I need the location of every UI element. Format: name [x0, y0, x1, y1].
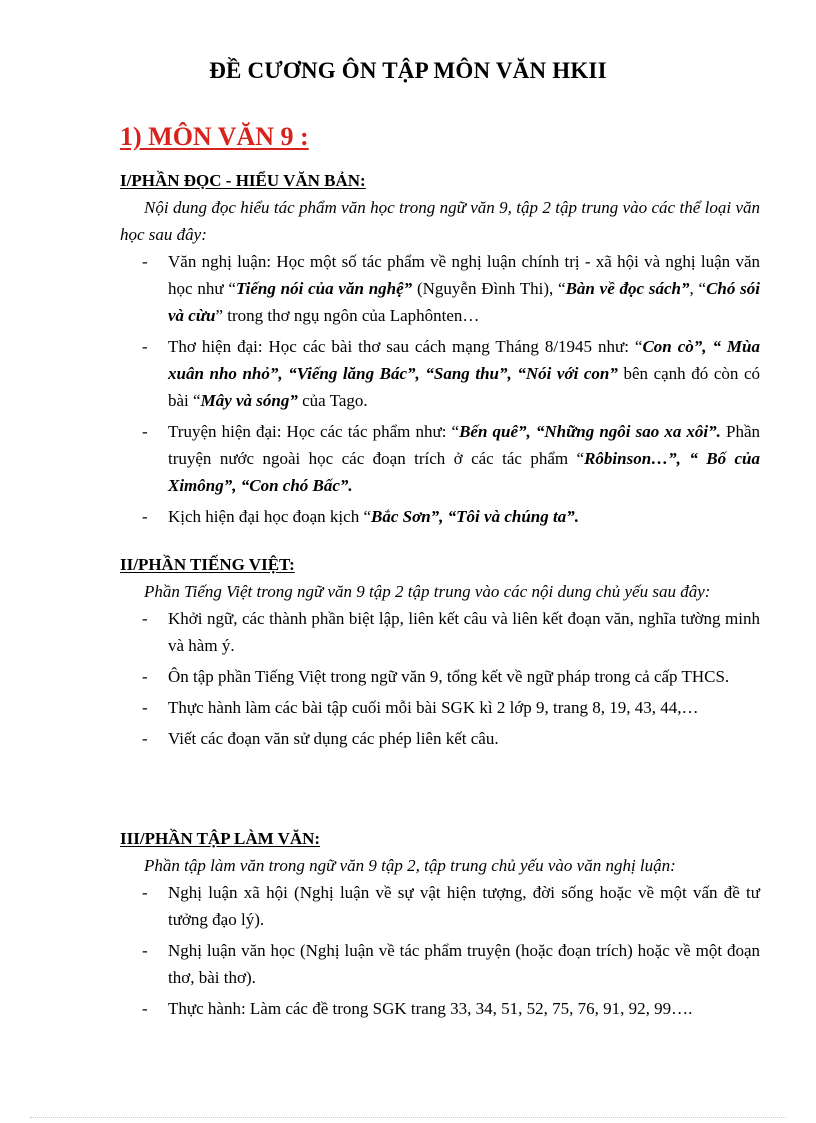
list-item	[142, 605, 760, 659]
bullet-dash: -	[142, 883, 148, 902]
subject-heading: 1) MÔN VĂN 9 :	[120, 122, 309, 151]
bullet-dash: -	[142, 729, 148, 748]
bullet-dash: -	[142, 667, 148, 686]
page-title: ĐỀ CƯƠNG ÔN TẬP MÔN VĂN HKII	[209, 58, 607, 83]
emphasized-title: Bắc Sơn”, “Tôi và chúng ta”.	[371, 507, 579, 526]
section-reading	[120, 168, 760, 534]
list-item	[142, 503, 760, 530]
list-item	[142, 333, 760, 414]
emphasized-title: Bàn về đọc sách”	[565, 279, 690, 298]
section-vietnamese	[120, 552, 760, 756]
section-intro: Phần tập làm văn trong ngữ văn 9 tập 2, tập trung chủ yếu vào văn nghị luận:	[144, 856, 676, 875]
item-text: Truyện hiện đại: Học các tác phẩm như: “	[168, 422, 460, 441]
bullet-dash: -	[142, 252, 148, 271]
section-intro: Nội dung đọc hiểu tác phẩm văn học trong ngữ văn 9, tập 2 tập trung vào các thể loại văn học sau đây:	[120, 198, 760, 244]
item-text: ” trong thơ ngụ ngôn của Laphônten…	[215, 306, 480, 325]
list-item	[142, 725, 760, 752]
item-text: Kịch hiện đại học đoạn kịch “	[168, 507, 371, 526]
item-text: Thực hành làm các bài tập cuối mỗi bài SGK kì 2 lớp 9, trang 8, 19, 43, 44,…	[168, 698, 699, 717]
list-item	[142, 694, 760, 721]
item-text: Nghị luận xã hội (Nghị luận về sự vật hiện tượng, đời sống hoặc về một vấn đề tư tưởng đạo lý).	[168, 883, 760, 929]
section-heading: III/PHẦN TẬP LÀM VĂN:	[120, 829, 321, 848]
item-text: Phần truyện nước ngoài học các đoạn trích ở các tác phẩm “	[168, 422, 761, 468]
bullet-dash: -	[142, 422, 148, 441]
section-intro: Phần Tiếng Việt trong ngữ văn 9 tập 2 tập trung vào các nội dung chủ yếu sau đây:	[144, 582, 711, 601]
item-text: của Tago.	[297, 391, 368, 410]
bullet-dash: -	[142, 507, 148, 526]
bullet-dash: -	[142, 337, 148, 356]
item-text: Văn nghị luận: Học một số tác phẩm về nghị luận chính trị - xã hội và nghị luận văn học như “	[168, 252, 760, 298]
section-heading: I/PHẦN ĐỌC - HIỂU VĂN BẢN:	[120, 171, 366, 190]
list-item	[142, 995, 760, 1022]
bullet-dash: -	[142, 609, 148, 628]
list-item	[142, 248, 761, 329]
item-text: bên cạnh đó còn có bài “	[168, 364, 760, 410]
emphasized-title: Con cò”, “ Mùa xuân nho nhỏ”, “Viếng lăng Bác”, “Sang thu”, “Nói với con”	[168, 337, 760, 383]
emphasized-title: Tiếng nói của văn nghệ”	[235, 279, 413, 298]
list-item	[142, 879, 760, 933]
emphasized-title: Chó sói và cừu	[168, 279, 761, 325]
item-text: Khởi ngữ, các thành phần biệt lập, liên kết câu và liên kết đoạn văn, nghĩa tường minh và hàm ý.	[168, 609, 760, 655]
bullet-dash: -	[142, 698, 148, 717]
emphasized-title: Mây và sóng”	[200, 391, 298, 410]
section-heading: II/PHẦN TIẾNG VIỆT:	[120, 555, 295, 574]
item-text: Ôn tập phần Tiếng Việt trong ngữ văn 9, tổng kết về ngữ pháp trong cả cấp THCS.	[168, 667, 730, 686]
item-text: , “	[689, 279, 707, 298]
list-item	[142, 937, 760, 991]
item-text: Thơ hiện đại: Học các bài thơ sau cách mạng Tháng 8/1945 như: “	[168, 337, 643, 356]
emphasized-title: Bến quê”, “Những ngôi sao xa xôi”.	[459, 422, 721, 441]
bullet-dash: -	[142, 999, 148, 1018]
item-text: Thực hành: Làm các đề trong SGK trang 33, 34, 51, 52, 75, 76, 91, 92, 99….	[168, 999, 693, 1018]
footer-divider	[30, 1117, 786, 1118]
section-writing	[120, 826, 760, 1026]
bullet-list	[120, 879, 760, 1022]
bullet-list	[120, 605, 760, 752]
item-text: (Nguyễn Đình Thi), “	[412, 279, 566, 298]
bullet-list	[120, 248, 760, 530]
item-text: Nghị luận văn học (Nghị luận về tác phẩm truyện (hoặc đoạn trích) hoặc về một đoạn thơ, bài thơ).	[168, 941, 760, 987]
item-text: Viết các đoạn văn sử dụng các phép liên kết câu.	[168, 729, 499, 748]
bullet-dash: -	[142, 941, 148, 960]
list-item	[142, 663, 760, 690]
list-item	[142, 418, 761, 499]
emphasized-title: Rôbinson…”, “ Bố của Ximông”, “Con chó Bấc”.	[168, 449, 760, 495]
